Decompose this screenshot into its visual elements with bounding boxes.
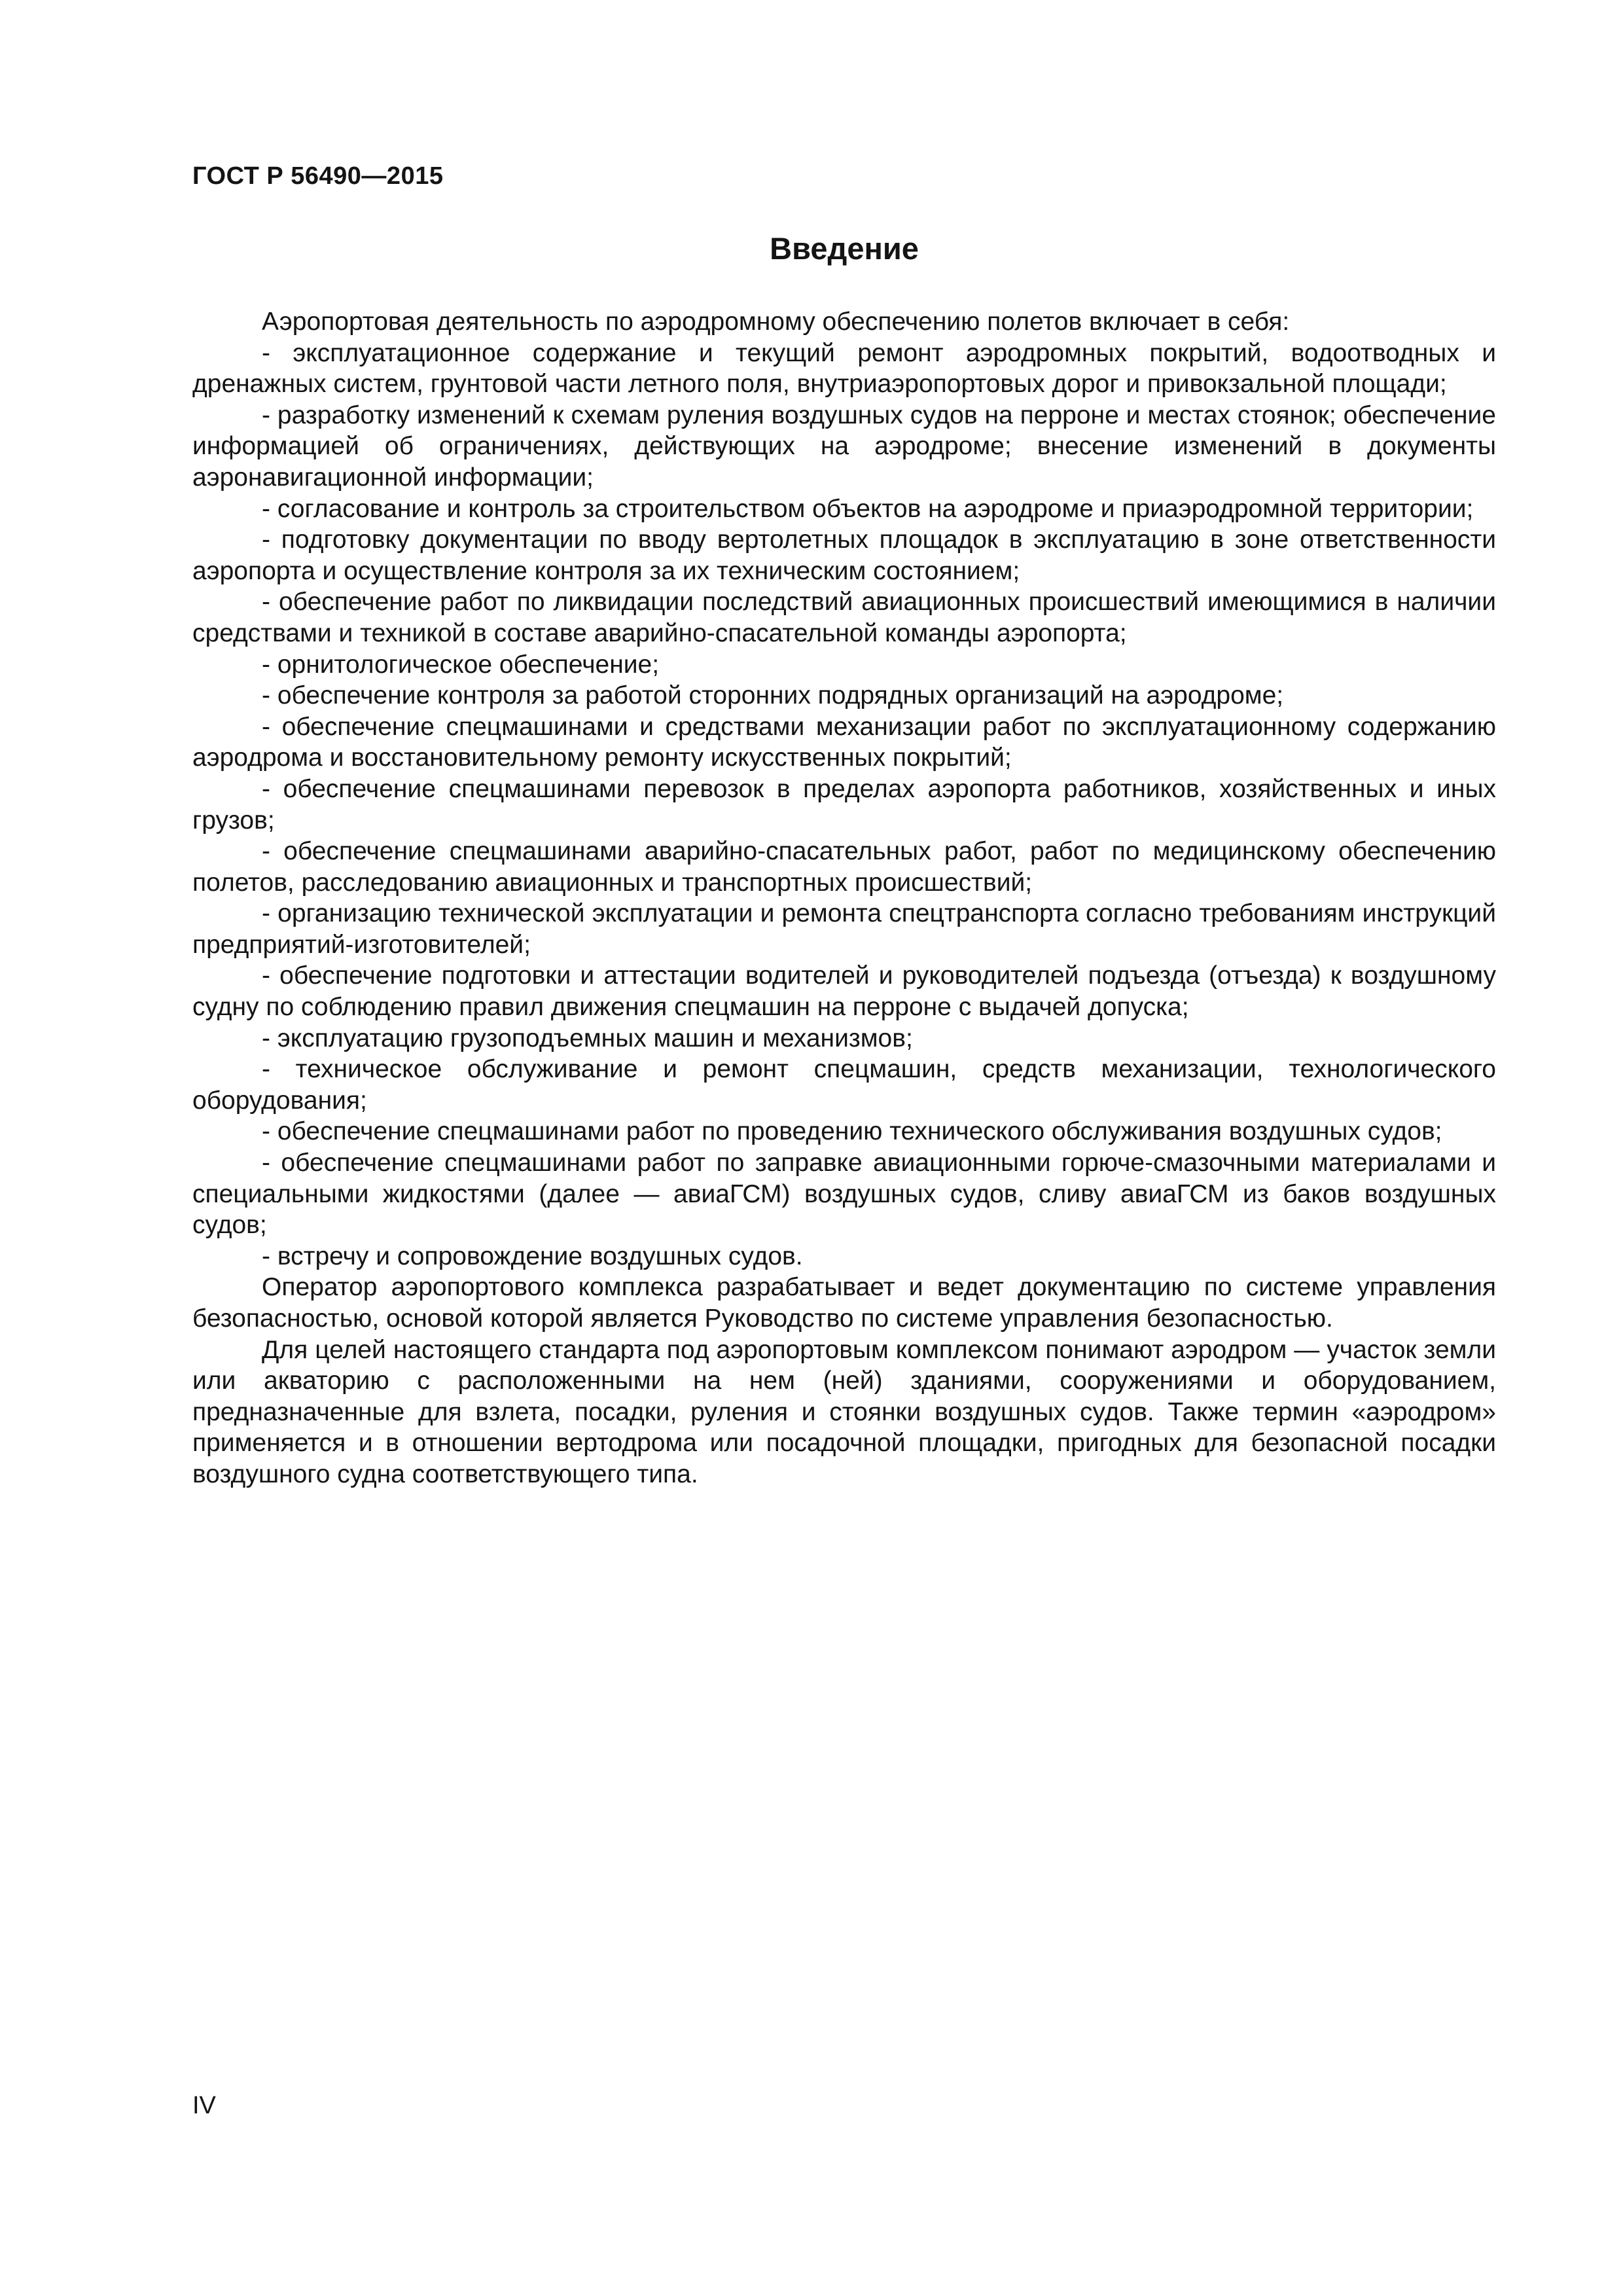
list-item: - обеспечение контроля за работой сторонних подрядных организаций на аэродроме; (262, 681, 1284, 710)
page-number: IV (192, 2092, 216, 2119)
standard-id: ГОСТ Р 56490—2015 (192, 162, 444, 190)
list-item: - эксплуатацию грузоподъемных машин и механизмов; (262, 1024, 913, 1052)
list-item: - обеспечение спецмашинами и средствами механизации работ по эксплуатационному содержанию аэродрома и восстановительному ремонту искусственных покрытий; (192, 712, 1496, 772)
list-item: - обеспечение спецмашинами перевозок в пределах аэропорта работников, хозяйственных и иных грузов; (192, 774, 1496, 834)
list-item: - разработку изменений к схемам руления воздушных судов на перроне и местах стоянок; обеспечение информацией об ограничениях, действующих на аэродроме; внесение изменений в документы аэронавигационной информации; (192, 401, 1496, 492)
list-item: - орнитологическое обеспечение; (262, 650, 660, 679)
section-title: Введение (770, 231, 919, 266)
list-item: - обеспечение работ по ликвидации последствий авиационных происшествий имеющимися в наличии средствами и техникой в составе аварийно-спасательной команды аэропорта; (192, 588, 1496, 647)
list-item: - обеспечение подготовки и аттестации водителей и руководителей подъезда (отъезда) к воздушному судну по соблюдению правил движения спецмашин на перроне с выдачей допуска; (192, 961, 1496, 1022)
list-item: - обеспечение спецмашинами работ по проведению технического обслуживания воздушных судов; (262, 1117, 1442, 1146)
list-item: - согласование и контроль за строительством объектов на аэродроме и приаэродромной территории; (262, 494, 1474, 523)
list-item: - обеспечение спецмашинами аварийно-спасательных работ, работ по медицинскому обеспечению полетов, расследованию авиационных и транспортных происшествий; (192, 837, 1496, 897)
list-item: - подготовку документации по вводу вертолетных площадок в эксплуатацию в зоне ответственности аэропорта и осуществление контроля за их техническим состоянием; (192, 526, 1496, 585)
list-item: - организацию технической эксплуатации и ремонта спецтранспорта согласно требованиям инструкций предприятий-изготовителей; (192, 899, 1496, 959)
list-item: - техническое обслуживание и ремонт спецмашин, средств механизации, технологического оборудования; (192, 1055, 1496, 1115)
body-paragraph: Для целей настоящего стандарта под аэропортовым комплексом понимают аэродром — участок земли или акваторию с расположенными на нем (ней) зданиями, сооружениями и оборудованием, предназначенные для взлета, посадки, руления и стоянки воздушных судов. Также термин «аэродром» применяется и в отношении вертодрома или посадочной площадки, пригодных для безопасной посадки воздушного судна соответствующего типа. (192, 1335, 1496, 1488)
body-paragraph: Оператор аэропортового комплекса разрабатывает и ведет документацию по системе управления безопасностью, основой которой является Руководство по системе управления безопасностью. (192, 1273, 1496, 1333)
intro-paragraph: Аэропортовая деятельность по аэродромному обеспечению полетов включает в себя: (262, 308, 1290, 336)
list-item: - эксплуатационное содержание и текущий ремонт аэродромных покрытий, водоотводных и дренажных систем, грунтовой части летного поля, внутриаэропортовых дорог и привокзальной площади; (192, 338, 1496, 399)
list-item: - обеспечение спецмашинами работ по заправке авиационными горюче-смазочными материалами и специальными жидкостями (далее — авиаГСМ) воздушных судов, сливу авиаГСМ из баков воздушных судов; (192, 1149, 1496, 1240)
list-item: - встречу и сопровождение воздушных судов. (262, 1242, 803, 1270)
body-text (192, 306, 1496, 1490)
